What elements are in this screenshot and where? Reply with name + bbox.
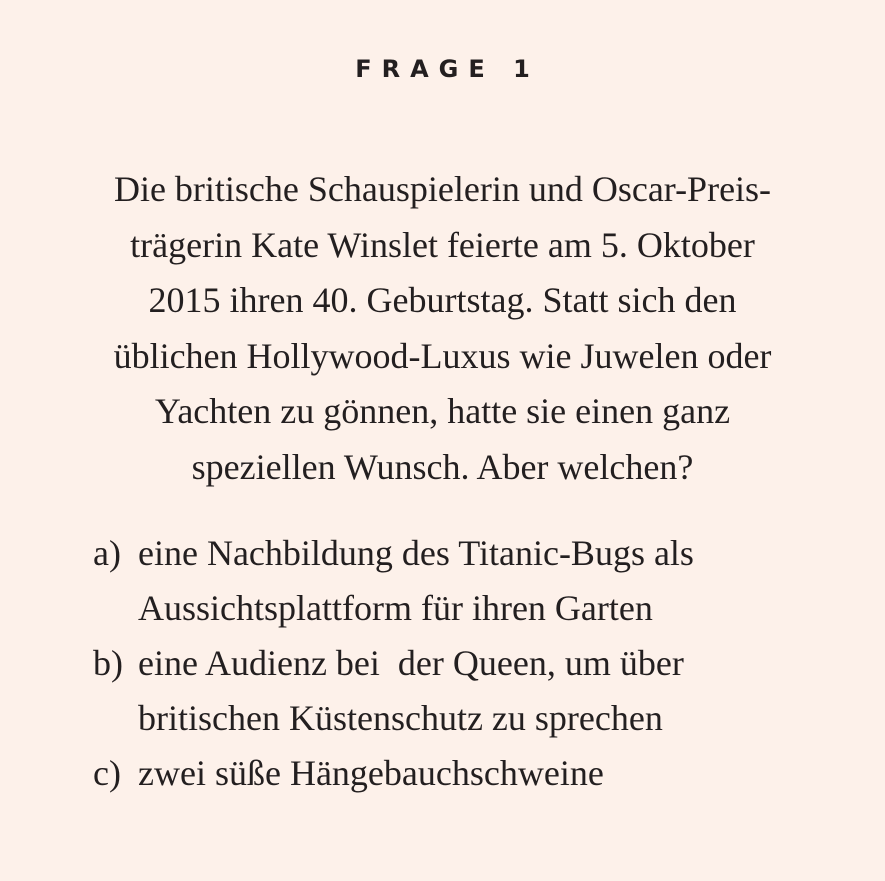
answer-text: zwei süße Hängebauchschweine [138,753,604,793]
question-line: Yachten zu gönnen, hatte sie einen ganz [154,391,731,431]
answer-option-c [93,746,853,801]
answer-first-line [93,636,853,691]
answer-text: eine Audienz bei der Queen, um über [138,643,684,683]
answer-first-line [93,526,853,581]
answer-marker: b) [93,643,123,683]
answer-option-a [93,526,853,636]
question-line: speziellen Wunsch. Aber welchen? [191,446,694,487]
answer-text: eine Nachbildung des Titanic-Bugs als [138,533,694,573]
question-line: üblichen Hollywood-Luxus wie Juwelen oder [113,335,772,376]
answer-marker: a) [93,533,121,573]
question-line: Die britische Schauspielerin und Oscar-Preis- [113,169,772,209]
answer-marker: c) [93,753,121,793]
question-line: 2015 ihren 40. Geburtstag. Statt sich den [148,280,737,320]
answer-text: Aussichtsplattform für ihren Garten [138,588,653,628]
answer-option-b [93,636,853,746]
question-heading: FRAGE 1 [355,55,540,83]
answer-text: britischen Küstenschutz zu sprechen [138,698,663,738]
answer-first-line [93,746,853,801]
question-text [40,162,845,495]
question-line: trägerin Kate Winslet feierte am 5. Oktober [130,224,755,265]
answer-list [93,526,853,801]
